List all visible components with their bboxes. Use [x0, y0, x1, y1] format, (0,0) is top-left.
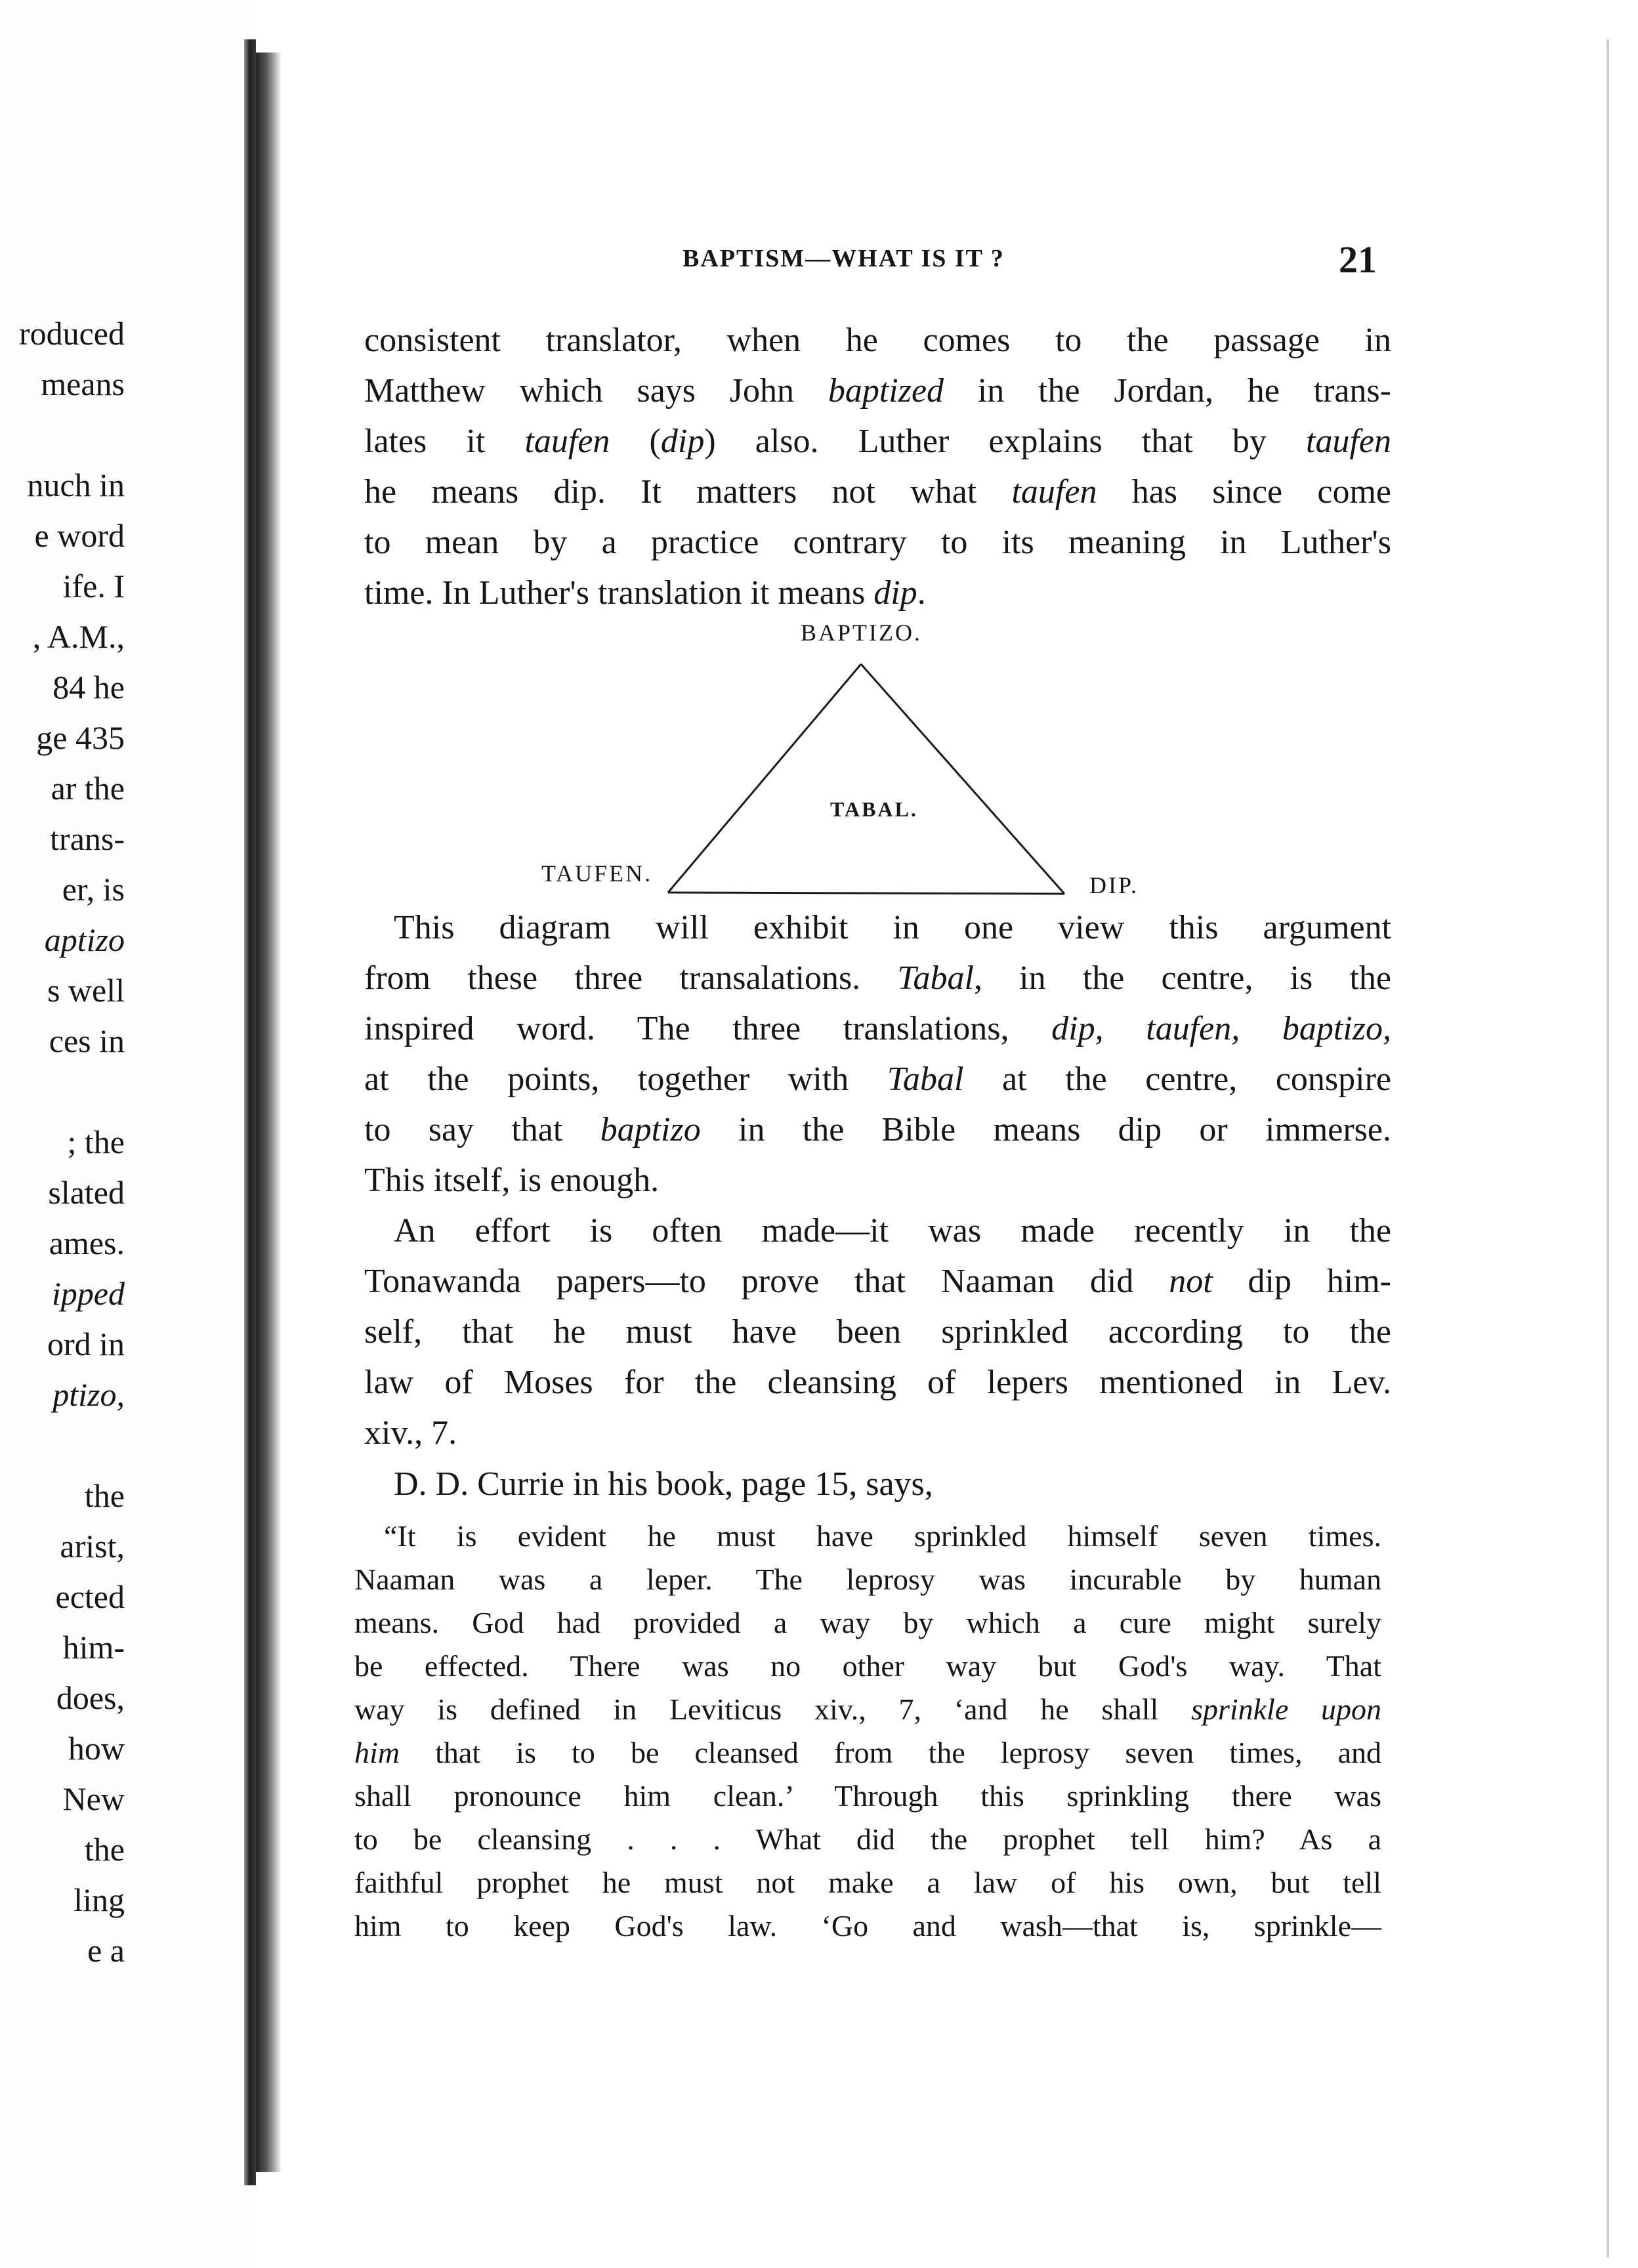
facing-page-line: e word: [34, 517, 125, 554]
text-line: law of Moses for the cleansing of lepers mentioned in Lev.: [364, 1364, 1391, 1401]
facing-page-line: ected: [55, 1578, 125, 1615]
facing-page-line: does,: [56, 1679, 125, 1716]
facing-page-line: e a: [87, 1932, 125, 1969]
facing-page-line: the: [84, 1831, 125, 1868]
facing-page-line: 84 he: [52, 669, 125, 705]
quote-line: be effected. There was no other way but God's way. That: [354, 1649, 1381, 1683]
facing-page-line: ar the: [51, 770, 125, 807]
triangle-base: [668, 892, 1064, 894]
facing-page-line: ptizo,: [52, 1376, 125, 1413]
running-head: BAPTISM—WHAT IS IT ?: [682, 245, 1005, 272]
facing-page-line: means: [41, 366, 125, 402]
facing-page-line: [0, 1420, 125, 1471]
paragraph: [364, 1206, 1391, 1458]
facing-page-line: ge 435: [36, 719, 125, 756]
paragraph: [364, 1459, 1391, 1509]
facing-page-line: trans-: [50, 820, 125, 857]
text-line: This diagram will exhibit in one view this argument: [394, 909, 1391, 946]
facing-page-line: nuch in: [27, 467, 125, 503]
facing-page-text-fragment: [0, 308, 125, 1976]
quote-line: faithful prophet he must not make a law of his own, but tell: [354, 1866, 1381, 1899]
facing-page-line: s well: [47, 972, 125, 1009]
facing-page-line: , A.M.,: [32, 618, 125, 655]
page-number: 21: [1339, 238, 1377, 281]
quote-line: Naaman was a leper. The leprosy was incurable by human: [354, 1563, 1381, 1596]
block-quotation: [354, 1515, 1381, 1948]
diagram-label-baptizo: BAPTIZO.: [801, 620, 922, 646]
facing-page-line: [0, 410, 125, 460]
quote-line: him to keep God's law. ‘Go and wash—that is, sprinkle—: [354, 1909, 1381, 1942]
facing-page-line: er, is: [62, 871, 125, 908]
text-line: An effort is often made—it was made recently in the: [394, 1212, 1391, 1250]
facing-page-line: New: [62, 1780, 125, 1817]
paragraph: [364, 902, 1391, 1206]
facing-page-line: how: [68, 1730, 125, 1767]
quote-line: to be cleansing . . . What did the prophet tell him? As a: [354, 1822, 1381, 1856]
quote-line: way is defined in Leviticus xiv., 7, ‘and he shall sprinkle upon: [354, 1692, 1381, 1726]
text-line: inspired word. The three translations, dip, taufen, baptizo,: [364, 1010, 1391, 1047]
text-line: he means dip. It matters not what taufen has since come: [364, 473, 1391, 511]
diagram-label-tabal: TABAL.: [830, 797, 918, 821]
text-line: D. D. Currie in his book, page 15, says,: [394, 1465, 933, 1503]
quote-line: means. God had provided a way by which a cure might surely: [354, 1606, 1381, 1639]
book-spine-shadow: [256, 52, 281, 2172]
facing-page-line: ling: [74, 1881, 125, 1918]
facing-page-line: slated: [48, 1174, 125, 1211]
text-line: at the points, together with Tabal at the centre, conspire: [364, 1060, 1392, 1098]
facing-page-line: ord in: [47, 1326, 125, 1362]
facing-page-line: roduced: [18, 315, 125, 352]
quote-line: him that is to be cleansed from the leprosy seven times, and: [354, 1736, 1381, 1769]
facing-page-line: ; the: [67, 1124, 125, 1160]
text-line: to mean by a practice contrary to its meaning in Luther's: [364, 524, 1391, 561]
text-line: lates it taufen (dip) also. Luther explains that by taufen: [364, 423, 1392, 460]
facing-page-line: [0, 1066, 125, 1117]
facing-page-line: ife. I: [62, 568, 125, 604]
triangle-diagram: [525, 610, 1188, 902]
triangle-left-side: [668, 664, 861, 892]
facing-page-line: aptizo: [44, 921, 125, 958]
facing-page-line: him-: [62, 1629, 125, 1666]
quote-line: “It is evident he must have sprinkled himself seven times.: [384, 1519, 1381, 1553]
facing-page-line: ames.: [49, 1225, 125, 1261]
diagram-label-taufen: TAUFEN.: [541, 860, 653, 887]
text-line: time. In Luther's translation it means dip.: [364, 574, 926, 612]
facing-page-line: ces in: [49, 1022, 125, 1059]
text-line: Matthew which says John baptized in the Jordan, he trans-: [364, 372, 1391, 410]
quote-line: shall pronounce him clean.’ Through this sprinkling there was: [354, 1779, 1381, 1813]
text-line: to say that baptizo in the Bible means dip or immerse.: [364, 1111, 1391, 1148]
text-line: self, that he must have been sprinkled according to the: [364, 1313, 1391, 1351]
facing-page-line: arist,: [60, 1528, 125, 1564]
facing-page-edge: [244, 39, 256, 2185]
facing-page-line: ipped: [51, 1275, 125, 1312]
paragraph-continued: [364, 315, 1391, 618]
text-line: from these three transalations. Tabal, in the centre, is the: [364, 959, 1391, 997]
facing-page-line: the: [84, 1477, 125, 1514]
text-line: Tonawanda papers—to prove that Naaman did not dip him-: [364, 1263, 1391, 1300]
triangle-right-side: [861, 664, 1064, 894]
text-line: consistent translator, when he comes to the passage in: [364, 322, 1391, 359]
diagram-label-dip: DIP.: [1089, 872, 1139, 898]
text-line: This itself, is enough.: [364, 1162, 660, 1199]
text-line: xiv., 7.: [364, 1414, 457, 1452]
page-right-edge: [1606, 39, 1609, 2258]
